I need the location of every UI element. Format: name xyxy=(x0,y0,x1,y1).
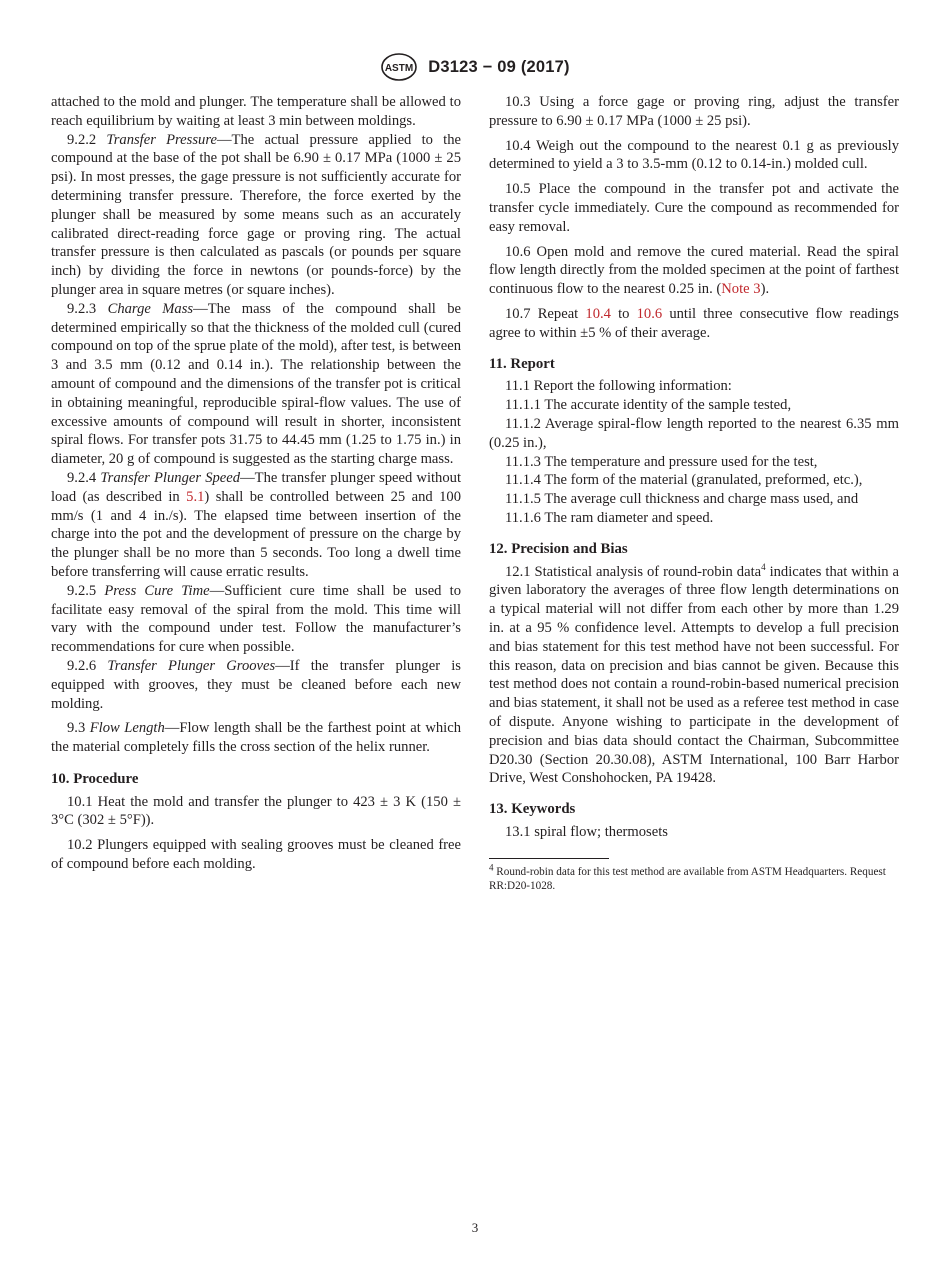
link-section-10-4[interactable]: 10.4 xyxy=(585,305,611,322)
section-11-1-1: 11.1.1 The accurate identity of the sample tested, xyxy=(505,397,792,414)
section-10-2: 10.2 Plungers equipped with sealing grooves must be cleaned free of compound before each molding. xyxy=(51,837,461,873)
section-13-1: 13.1 spiral flow; thermosets xyxy=(505,823,668,840)
section-9-2-2: 9.2.2 Transfer Pressure—The actual pressure applied to the compound at the base of the pot shall be 6.90 ± 0.17 MPa (1000 ± 25 psi). In most presses, the gage pressure is not sufficiently accurate for determining transfer pressure. Therefore, the force exerted by the plunger shall be measured by some means such as an accurately calibrated direct-reading force gage or proving ring. The actual transfer pressure is then calculated as pascals (or pounds per square inch) by dividing the force in newtons (or pounds-force) by the plunger area in square metres (or square inches). xyxy=(51,131,461,298)
section-10-7: 10.7 Repeat 10.4 to 10.6 until three consecutive flow readings agree to within ±5 % of their average. xyxy=(489,305,899,341)
section-10-1: 10.1 Heat the mold and transfer the plunger to 423 ± 3 K (150 ± 3°C (302 ± 5°F)). xyxy=(51,793,461,829)
astm-logo-text: ASTM xyxy=(385,63,414,74)
section-11-1-5: 11.1.5 The average cull thickness and charge mass used, and xyxy=(505,491,859,508)
link-section-5-1[interactable]: 5.1 xyxy=(186,488,205,505)
section-9-3: 9.3 Flow Length—Flow length shall be the farthest point at which the material completely fills the cross section of the helix runner. xyxy=(51,720,461,756)
section-11-1: 11.1 Report the following information: xyxy=(505,378,732,395)
section-10-6: 10.6 Open mold and remove the cured material. Read the spiral flow length directly from the molded specimen at the point of farthest continuous flow to the nearest 0.25 in. (Note 3). xyxy=(489,243,899,298)
section-11-1-6: 11.1.6 The ram diameter and speed. xyxy=(505,509,714,526)
section-9-2-4: 9.2.4 Transfer Plunger Speed—The transfer plunger speed without load (as described in 5.1) shall be controlled between 25 and 100 mm/s (1 and 4 in./s). The elapsed time between insertion of the charge into the pot and the development of pressure on the charge by the plunger shall be no more than 5 seconds. Too long a dwell time before transferring will cause erratic results. xyxy=(51,469,462,580)
link-section-10-6[interactable]: 10.6 xyxy=(636,305,663,322)
section-11-1-3: 11.1.3 The temperature and pressure used for the test, xyxy=(505,453,818,470)
heading-keywords: 13. Keywords xyxy=(489,801,576,818)
section-10-5: 10.5 Place the compound in the transfer pot and activate the transfer cycle immediately. Cure the compound as recommended for easy removal. xyxy=(489,181,899,235)
section-11-1-4: 11.1.4 The form of the material (granulated, preformed, etc.), xyxy=(505,472,863,489)
left-column xyxy=(51,93,461,874)
section-9-2-5: 9.2.5 Press Cure Time—Sufficient cure time shall be used to facilitate easy removal of the spiral from the mold. This time will vary with the compound under test. Follow the manufacturer’s recommendations for cure when possible. xyxy=(51,582,461,656)
heading-precision-bias: 12. Precision and Bias xyxy=(489,540,628,557)
footnote-marker[interactable]: 4 xyxy=(761,561,766,572)
footnote-divider xyxy=(489,858,609,859)
section-9-2-3: 9.2.3 Charge Mass—The mass of the compound shall be determined empirically so that the thickness of the molded cull (cured compound on top of the sprue plate of the mold), after test, is between 3 and 3.5 mm (0.12 and 0.14 in.). The relationship between the amount of compound and the dimensions of the transfer pot is critical in obtaining meaningful, reproducible spiral-flow values. The use of excessive amounts of compound will result in shorter, inconsistent spiral flows. For transfer pots 31.75 to 44.45 mm (1.25 to 1.75 in.) in diameter, 20 g of compound is suggested as the starting charge mass. xyxy=(51,300,462,468)
page-number: 3 xyxy=(471,1220,479,1235)
section-9-2-6: 9.2.6 Transfer Plunger Grooves—If the transfer plunger is equipped with grooves, they must be cleaned before each new molding. xyxy=(51,657,461,712)
right-column xyxy=(489,93,899,894)
heading-procedure: 10. Procedure xyxy=(51,770,139,787)
section-10-3: 10.3 Using a force gage or proving ring, adjust the transfer pressure to 6.90 ± 0.17 MPa (1000 ± 25 psi). xyxy=(489,94,899,129)
section-11-1-2: 11.1.2 Average spiral-flow length reported to the nearest 6.35 mm (0.25 in.), xyxy=(489,415,899,451)
page-header xyxy=(0,52,950,82)
section-10-4: 10.4 Weigh out the compound to the nearest 0.1 g as previously determined to yield a 3 to 3.5-mm (0.12 to 0.14-in.) molded cull. xyxy=(489,137,899,173)
section-12-1: 12.1 Statistical analysis of round-robin data$^4$ indicates that within a given laboratory the averages of three flow length determinations on a typical material will not differ from each other by more than 1.29 in. at a 95 % confidence level. Attempts to develop a full precision and bias statement for this test method have not been successful. For this reason, data on precision and bias cannot be given. Because this test method does not contain a round-robin-based numerical precision and bias statement, it shall not be used as a referee test method in case of dispute. Anyone wishing to participate in the development of precision and bias data should contact the Chairman, Subcommittee D20.30 (Section 20.30.08), ASTM International, 100 Barr Harbor Drive, West Conshohocken, PA 19428. xyxy=(489,561,899,787)
astm-logo-icon xyxy=(380,52,418,82)
paragraph-continued: attached to the mold and plunger. The temperature shall be allowed to reach equilibrium by waiting at least 3 min between moldings. xyxy=(51,94,461,129)
link-note-3[interactable]: Note 3 xyxy=(721,281,761,298)
footnote-4: $^4$ Round-robin data for this test method are available from ASTM Headquarters. Request RR:D20-1028. xyxy=(489,861,886,893)
standard-designation: D3123 − 09 (2017) xyxy=(428,57,570,76)
heading-report: 11. Report xyxy=(489,355,555,372)
